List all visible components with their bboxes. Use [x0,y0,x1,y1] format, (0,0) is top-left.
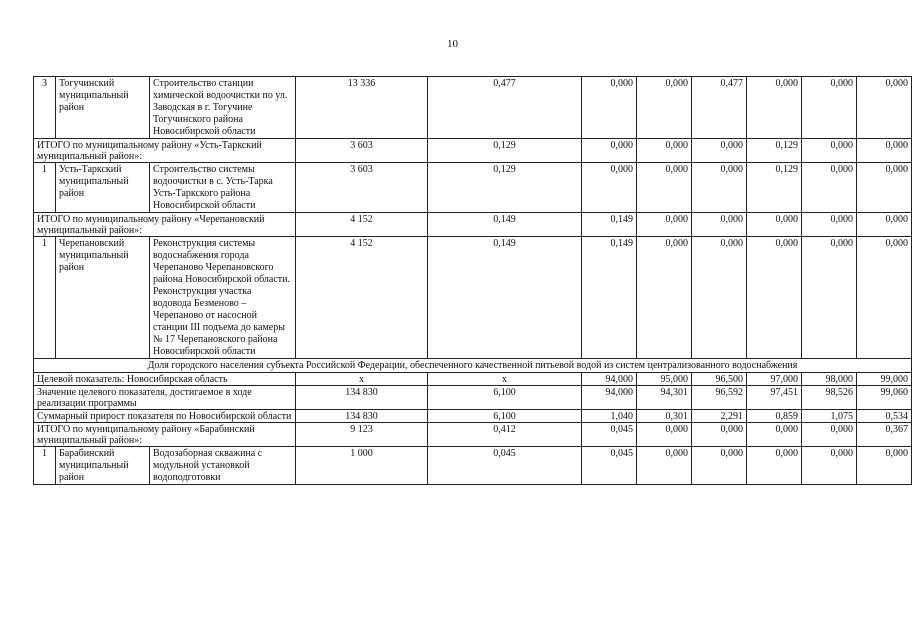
district-name: Тогучинский муниципальный район [56,77,150,139]
total-value: 0,412 [428,423,582,447]
year-value: 0,000 [692,139,747,163]
program-table [33,76,912,485]
year-value: 0,000 [637,447,692,485]
total-value: 0,477 [428,77,582,139]
row-number: 1 [34,163,56,213]
year-value: 0,000 [802,447,857,485]
total-label: Значение целевого показателя, достигаемое в ходе реализации программы [34,386,296,410]
year-value: 0,000 [857,213,912,237]
year-value: 0,000 [802,423,857,447]
year-value: 0,000 [747,213,802,237]
table-row-item [34,447,912,485]
year-value: 0,000 [637,237,692,359]
year-value: 0,000 [582,163,637,213]
year-value: 0,000 [802,139,857,163]
total-value: 0,129 [428,139,582,163]
year-value: 0,000 [637,423,692,447]
year-value: 0,000 [692,213,747,237]
year-value: 0,000 [857,447,912,485]
capacity-value: 13 336 [296,77,428,139]
year-value: 0,000 [747,77,802,139]
capacity-value: 134 830 [296,410,428,423]
total-label: ИТОГО по муниципальному району «Черепановский муниципальный район»: [34,213,296,237]
year-value: 0,859 [747,410,802,423]
district-name: Черепановский муниципальный район [56,237,150,359]
year-value: 0,000 [692,423,747,447]
total-label: ИТОГО по муниципальному району «Усть-Таркский муниципальный район»: [34,139,296,163]
total-value: 0,129 [428,163,582,213]
table-row-total [34,410,912,423]
year-value: 0,000 [747,423,802,447]
year-value: 0,000 [692,447,747,485]
table-row-total [34,386,912,410]
year-value: 95,000 [637,373,692,386]
table-row-heading [34,359,912,373]
year-value: 0,000 [582,139,637,163]
object-description: Водозаборная скважина с модульной установкой водоподготовки [150,447,296,485]
capacity-value: 4 152 [296,237,428,359]
year-value: 0,149 [582,237,637,359]
year-value: 0,000 [692,163,747,213]
year-value: 0,000 [582,77,637,139]
year-value: 98,526 [802,386,857,410]
row-number: 1 [34,237,56,359]
total-value: 6,100 [428,386,582,410]
capacity-value: 3 603 [296,163,428,213]
year-value: 0,129 [747,139,802,163]
year-value: 0,000 [692,237,747,359]
year-value: 94,000 [582,386,637,410]
year-value: 96,592 [692,386,747,410]
object-description: Строительство системы водоочистки в с. Усть-Тарка Усть-Таркского района Новосибирской области [150,163,296,213]
total-value: 0,149 [428,213,582,237]
year-value: 0,000 [637,213,692,237]
section-heading: Доля городского населения субъекта Российской Федерации, обеспеченного качественной питьевой водой из систем централизованного водоснабжения [34,359,912,373]
year-value: 97,000 [747,373,802,386]
table-row-total [34,139,912,163]
total-value: 0,045 [428,447,582,485]
year-value: 0,000 [857,139,912,163]
year-value: 0,149 [582,213,637,237]
capacity-value: 9 123 [296,423,428,447]
year-value: 0,534 [857,410,912,423]
table-row-item [34,163,912,213]
total-label: ИТОГО по муниципальному району «Барабинский муниципальный район»: [34,423,296,447]
year-value: 1,075 [802,410,857,423]
page-number: 10 [447,38,458,50]
year-value: 0,000 [857,77,912,139]
year-value: 99,060 [857,386,912,410]
year-value: 0,477 [692,77,747,139]
capacity-value: х [296,373,428,386]
table-row-item [34,237,912,359]
row-number: 1 [34,447,56,485]
year-value: 0,129 [747,163,802,213]
year-value: 0,000 [802,213,857,237]
table-row-total [34,423,912,447]
table-row-target [34,373,912,386]
year-value: 0,000 [857,237,912,359]
year-value: 0,000 [802,77,857,139]
year-value: 0,000 [747,447,802,485]
target-label: Целевой показатель: Новосибирская область [34,373,296,386]
year-value: 0,045 [582,423,637,447]
capacity-value: 3 603 [296,139,428,163]
object-description: Строительство станции химической водоочистки по ул. Заводская в г. Тогучине Тогучинского района Новосибирской области [150,77,296,139]
year-value: 0,000 [802,237,857,359]
year-value: 97,451 [747,386,802,410]
total-value: 6,100 [428,410,582,423]
year-value: 2,291 [692,410,747,423]
table-row-item [34,77,912,139]
year-value: 99,000 [857,373,912,386]
total-label: Суммарный прирост показателя по Новосибирской области [34,410,296,423]
capacity-value: 134 830 [296,386,428,410]
row-number: 3 [34,77,56,139]
year-value: 0,000 [747,237,802,359]
capacity-value: 1 000 [296,447,428,485]
year-value: 94,000 [582,373,637,386]
year-value: 0,000 [637,139,692,163]
year-value: 0,301 [637,410,692,423]
object-description: Реконструкция системы водоснабжения города Черепаново Черепановского района Новосибирской области. Реконструкция участка водовода Безменово – Черепаново от насосной станции III подъема до камеры № 17 Черепановского района Новосибирской области [150,237,296,359]
year-value: 1,040 [582,410,637,423]
capacity-value: 4 152 [296,213,428,237]
year-value: 98,000 [802,373,857,386]
district-name: Усть-Таркский муниципальный район [56,163,150,213]
table-row-total [34,213,912,237]
total-value: х [428,373,582,386]
year-value: 0,045 [582,447,637,485]
year-value: 0,000 [637,163,692,213]
year-value: 0,367 [857,423,912,447]
table-body [34,77,912,485]
year-value: 0,000 [857,163,912,213]
district-name: Барабинский муниципальный район [56,447,150,485]
year-value: 0,000 [637,77,692,139]
total-value: 0,149 [428,237,582,359]
year-value: 0,000 [802,163,857,213]
year-value: 94,301 [637,386,692,410]
year-value: 96,500 [692,373,747,386]
